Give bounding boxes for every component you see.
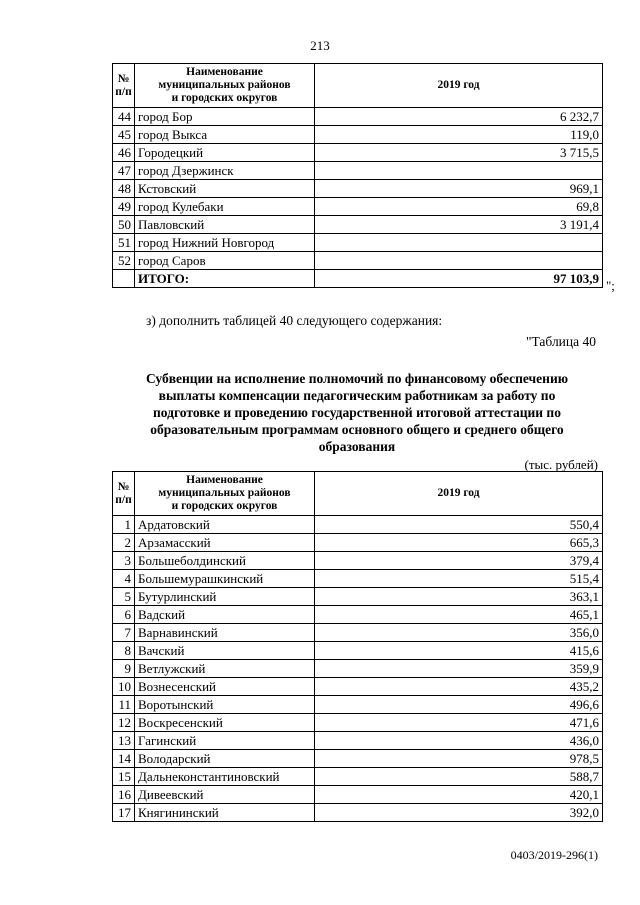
row-value <box>315 234 603 252</box>
row-number: 7 <box>113 624 135 642</box>
total-row <box>113 270 603 288</box>
table-row <box>113 216 603 234</box>
table-continuation <box>112 63 603 288</box>
table-label: "Таблица 40 <box>526 334 596 349</box>
row-number: 17 <box>113 804 135 822</box>
row-name: Варнавинский <box>135 624 315 642</box>
row-value: 496,6 <box>315 696 603 714</box>
table-row <box>113 606 603 624</box>
header-number: № п/п <box>113 472 135 516</box>
title-line: выплаты компенсации педагогическим работникам за работу по <box>158 388 556 403</box>
row-value: 515,4 <box>315 570 603 588</box>
row-name: Ветлужский <box>135 660 315 678</box>
row-number: 15 <box>113 768 135 786</box>
row-name: Володарский <box>135 750 315 768</box>
row-name: город Нижний Новгород <box>135 234 315 252</box>
row-value: 665,3 <box>315 534 603 552</box>
row-name: город Саров <box>135 252 315 270</box>
table-40 <box>112 471 603 822</box>
row-value: 588,7 <box>315 768 603 786</box>
table-row <box>113 570 603 588</box>
row-name: Княгининский <box>135 804 315 822</box>
total-empty-cell <box>113 270 135 288</box>
table-row <box>113 786 603 804</box>
row-name: город Бор <box>135 108 315 126</box>
row-name: Дивеевский <box>135 786 315 804</box>
row-number: 6 <box>113 606 135 624</box>
table-header-row <box>113 472 603 516</box>
table-row <box>113 588 603 606</box>
row-name: Ардатовский <box>135 516 315 534</box>
total-value: 97 103,9 <box>315 270 603 288</box>
row-number: 3 <box>113 552 135 570</box>
row-number: 10 <box>113 678 135 696</box>
row-name: Дальнеконстантиновский <box>135 768 315 786</box>
table-row <box>113 804 603 822</box>
header-name: Наименование муниципальных районов и городских округов <box>135 472 315 516</box>
row-name: город Дзержинск <box>135 162 315 180</box>
row-number: 44 <box>113 108 135 126</box>
row-value <box>315 162 603 180</box>
row-value: 6 232,7 <box>315 108 603 126</box>
table-row <box>113 252 603 270</box>
document-code: 0403/2019-296(1) <box>510 848 598 862</box>
title-line: образовательным программам основного общего и среднего общего <box>150 422 564 437</box>
row-value: 392,0 <box>315 804 603 822</box>
row-number: 8 <box>113 642 135 660</box>
row-value: 415,6 <box>315 642 603 660</box>
row-number: 13 <box>113 732 135 750</box>
row-value: 356,0 <box>315 624 603 642</box>
row-name: Павловский <box>135 216 315 234</box>
row-value: 420,1 <box>315 786 603 804</box>
row-value: 69,8 <box>315 198 603 216</box>
row-number: 52 <box>113 252 135 270</box>
row-number: 12 <box>113 714 135 732</box>
row-name: Воскресенский <box>135 714 315 732</box>
row-value: 435,2 <box>315 678 603 696</box>
row-value: 436,0 <box>315 732 603 750</box>
row-name: Кстовский <box>135 180 315 198</box>
table-row <box>113 714 603 732</box>
closing-quote: "; <box>606 278 615 293</box>
table-row <box>113 642 603 660</box>
row-number: 50 <box>113 216 135 234</box>
row-name: Гагинский <box>135 732 315 750</box>
table-row <box>113 198 603 216</box>
row-value: 3 191,4 <box>315 216 603 234</box>
table-row <box>113 180 603 198</box>
table-row <box>113 234 603 252</box>
row-value: 359,9 <box>315 660 603 678</box>
table-row <box>113 552 603 570</box>
header-number: № п/п <box>113 64 135 108</box>
row-name: Вознесенский <box>135 678 315 696</box>
amendment-paragraph: з) дополнить таблицей 40 следующего содержания: <box>146 313 443 328</box>
row-value <box>315 252 603 270</box>
row-value: 978,5 <box>315 750 603 768</box>
row-number: 49 <box>113 198 135 216</box>
row-number: 45 <box>113 126 135 144</box>
table-row <box>113 696 603 714</box>
row-name: город Кулебаки <box>135 198 315 216</box>
table-row <box>113 624 603 642</box>
row-number: 14 <box>113 750 135 768</box>
total-label: ИТОГО: <box>135 270 315 288</box>
title-line: образования <box>318 439 396 454</box>
row-name: Вачский <box>135 642 315 660</box>
row-number: 1 <box>113 516 135 534</box>
title-line: подготовке и проведению государственной итоговой аттестации по <box>153 405 561 420</box>
header-name: Наименование муниципальных районов и городских округов <box>135 64 315 108</box>
page-number: 213 <box>310 38 330 53</box>
units-label: (тыс. рублей) <box>524 457 598 472</box>
row-name: город Выкса <box>135 126 315 144</box>
row-value: 3 715,5 <box>315 144 603 162</box>
row-value: 379,4 <box>315 552 603 570</box>
table-row <box>113 678 603 696</box>
table-row <box>113 516 603 534</box>
row-number: 51 <box>113 234 135 252</box>
table-title <box>112 370 602 455</box>
row-number: 5 <box>113 588 135 606</box>
table-row <box>113 534 603 552</box>
row-number: 47 <box>113 162 135 180</box>
row-name: Городецкий <box>135 144 315 162</box>
title-line: Субвенции на исполнение полномочий по финансовому обеспечению <box>145 371 569 386</box>
row-name: Большеболдинский <box>135 552 315 570</box>
row-number: 2 <box>113 534 135 552</box>
row-value: 465,1 <box>315 606 603 624</box>
header-year: 2019 год <box>315 472 603 516</box>
row-value: 363,1 <box>315 588 603 606</box>
row-name: Большемурашкинский <box>135 570 315 588</box>
row-value: 119,0 <box>315 126 603 144</box>
table-row <box>113 108 603 126</box>
row-name: Арзамасский <box>135 534 315 552</box>
row-number: 9 <box>113 660 135 678</box>
table-row <box>113 162 603 180</box>
row-number: 4 <box>113 570 135 588</box>
table-row <box>113 768 603 786</box>
row-value: 550,4 <box>315 516 603 534</box>
row-name: Бутурлинский <box>135 588 315 606</box>
row-value: 969,1 <box>315 180 603 198</box>
row-number: 16 <box>113 786 135 804</box>
table-row <box>113 660 603 678</box>
row-name: Воротынский <box>135 696 315 714</box>
row-number: 48 <box>113 180 135 198</box>
table-row <box>113 750 603 768</box>
table-row <box>113 126 603 144</box>
table-row <box>113 144 603 162</box>
row-number: 11 <box>113 696 135 714</box>
table-row <box>113 732 603 750</box>
header-year: 2019 год <box>315 64 603 108</box>
row-value: 471,6 <box>315 714 603 732</box>
row-number: 46 <box>113 144 135 162</box>
row-name: Вадский <box>135 606 315 624</box>
table-header-row <box>113 64 603 108</box>
